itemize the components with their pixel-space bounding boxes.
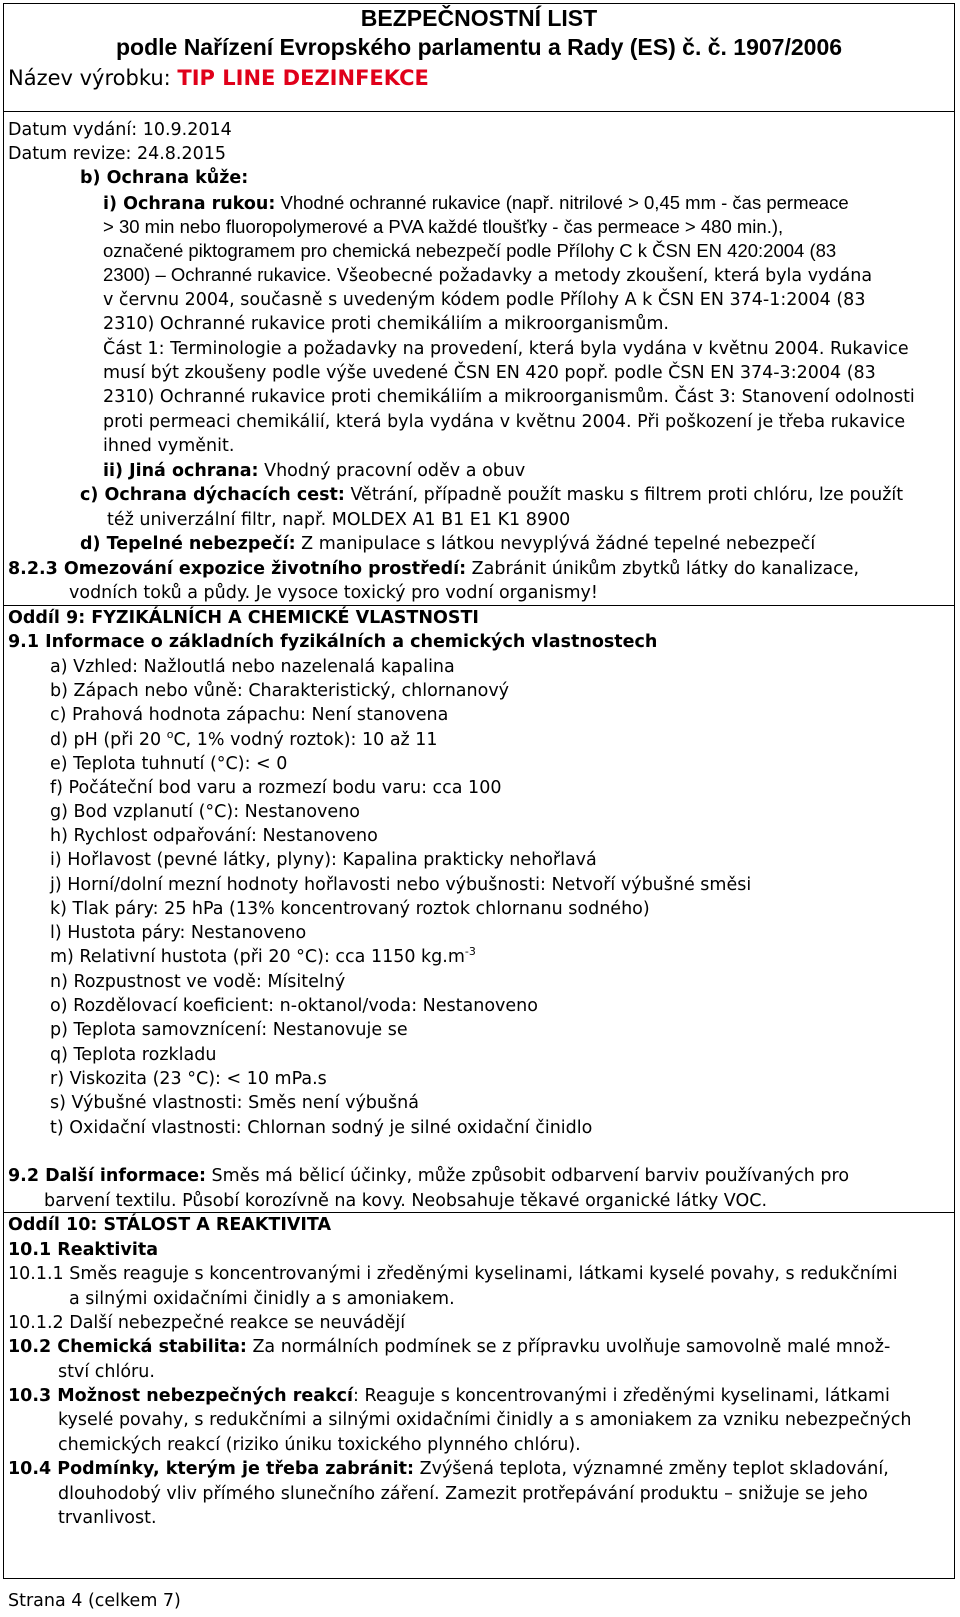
- text-run: C, 1% vodný roztok): 10 až 11: [173, 730, 438, 750]
- property-item: n) Rozpustnost ve vodě: Mísitelný: [50, 972, 346, 992]
- property-item: o) Rozdělovací koeficient: n-oktanol/voda: Nestanoveno: [50, 996, 538, 1016]
- property-item: l) Hustota páry: Nestanoveno: [50, 923, 307, 943]
- text-run: Všeobecné požadavky a metody zkoušení, která byla vydána: [331, 266, 873, 286]
- revision-date: Datum revize: 24.8.2015: [8, 144, 227, 164]
- degree-superscript: o: [166, 728, 174, 741]
- other-information-label: 9.2 Další informace:: [8, 1166, 206, 1186]
- thermal-text: Z manipulace s látkou nevyplývá žádné tepelné nebezpečí: [295, 534, 816, 554]
- other-information-text: Směs má bělicí účinky, může způsobit odbarvení barviv používaných pro: [205, 1166, 850, 1186]
- text-run: m) Relativní hustota (při 20 °C): cca 1150 kg.m: [50, 947, 465, 967]
- text-run: Část 3: Stanovení odolnosti: [669, 387, 915, 407]
- hazardous-reactions: [8, 1384, 890, 1408]
- property-item: i) Hořlavost (pevné látky, plyny): Kapalina prakticky nehořlavá: [50, 850, 597, 870]
- hazardous-reactions-label: 10.3 Možnost nebezpečných reakcí: [8, 1386, 354, 1406]
- hand-protection-line: [103, 337, 909, 361]
- other-protection-text: Vhodný pracovní oděv a obuv: [258, 461, 526, 481]
- chemical-stability-line: ství chlóru.: [58, 1362, 155, 1382]
- property-item: p) Teplota samovznícení: Nestanovuje se: [50, 1020, 408, 1040]
- hazardous-reactions-line: kyselé povahy, s redukčními a silnými oxidačními činidly a s amoniakem za vzniku nebezpečných: [58, 1410, 912, 1430]
- header-separator: [3, 111, 955, 112]
- doc-title: BEZPEČNOSTNÍ LIST: [360, 5, 598, 31]
- issue-date: Datum vydání: 10.9.2014: [8, 120, 232, 140]
- text-run: Část 1: Terminologie a požadavky na provedení, která byla vydána v květnu 2004.: [103, 339, 825, 359]
- chemical-stability: [8, 1335, 890, 1359]
- other-protection-label: ii) Jiná ochrana:: [103, 461, 259, 481]
- hazardous-reactions-line: chemických reakcí (riziko úniku toxického plynného chlóru).: [58, 1435, 581, 1455]
- chemical-stability-text: Za normálních podmínek se z přípravku uvolňuje samovolně malé množ-: [246, 1337, 891, 1357]
- other-information: [8, 1164, 849, 1188]
- env-exposure-text: Zabránit únikům zbytků látky do kanalizace,: [466, 559, 860, 579]
- hand-protection-line: proti permeaci chemikálií, která byla vydána v květnu 2004. Při poškození je třeba rukavice: [103, 412, 906, 432]
- text-run: Rukavice: [824, 339, 909, 359]
- env-exposure-line: vodních toků a půdy. Je vysoce toxický pro vodní organismy!: [69, 583, 598, 603]
- conditions-text: Zvýšená teplota, významné změny teplot skladování,: [414, 1459, 889, 1479]
- property-item: [50, 728, 438, 752]
- reactivity-item: 10.1.1 Směs reaguje s koncentrovanými i zředěnými kyselinami, látkami kyselé povahy, s redukčními: [8, 1264, 898, 1284]
- hand-protection: [103, 191, 849, 216]
- conditions-line: dlouhodobý vliv přímého slunečního záření. Zamezit protřepávání produktu – snižuje se jeho: [58, 1484, 868, 1504]
- skin-protection-title: b) Ochrana kůže:: [80, 168, 249, 188]
- chemical-stability-label: 10.2 Chemická stabilita:: [8, 1337, 247, 1357]
- hazardous-reactions-text: : Reaguje s koncentrovanými i zředěnými kyselinami, látkami: [353, 1386, 890, 1406]
- conditions-line: trvanlivost.: [58, 1508, 157, 1528]
- property-item: h) Rychlost odpařování: Nestanoveno: [50, 826, 378, 846]
- thermal-hazard: [80, 532, 815, 556]
- reactivity-item: 10.1.2 Další nebezpečné reakce se neuvádějí: [8, 1313, 406, 1333]
- other-information-line: barvení textilu. Působí korozívně na kovy. Neobsahuje těkavé organické látky VOC.: [44, 1191, 768, 1211]
- property-item: j) Horní/dolní mezní hodnoty hořlavosti nebo výbušnosti: Netvoří výbušné směsi: [50, 875, 752, 895]
- respiratory-protection: [80, 483, 903, 507]
- section-9-title: Oddíl 9: FYZIKÁLNÍCH A CHEMICKÉ VLASTNOSTI: [8, 608, 479, 628]
- text-run: d) pH (při 20: [50, 730, 167, 750]
- property-item: f) Počáteční bod varu a rozmezí bodu varu: cca 100: [50, 778, 502, 798]
- doc-subtitle: podle Nařízení Evropského parlamentu a Rady (ES) č. č. 1907/2006: [115, 34, 843, 60]
- hand-protection-line: v červnu 2004, současně s uvedeným kódem podle Přílohy A k ČSN EN 374-1:2004 (83: [103, 290, 866, 310]
- env-exposure-label: 8.2.3 Omezování expozice životního prostředí:: [8, 559, 467, 579]
- hand-protection-label: i) Ochrana rukou:: [103, 194, 276, 214]
- hand-protection-line: > 30 min nebo fluoropolymerové a PVA každé tloušťky - čas permeace > 480 min.),: [103, 216, 784, 237]
- hand-protection-line: 2310) Ochranné rukavice proti chemikáliím a mikroorganismům.: [103, 314, 669, 334]
- page-number: Strana 4 (celkem 7): [8, 1591, 181, 1611]
- product-name: TIP LINE DEZINFEKCE: [177, 66, 429, 90]
- respiratory-line: též univerzální filtr, např. MOLDEX A1 B1 E1 K1 8900: [107, 510, 571, 530]
- respiratory-text: Větrání, případně použít masku s filtrem proti chlóru, lze použít: [344, 485, 904, 505]
- conditions-to-avoid: [8, 1457, 889, 1481]
- text-run: 2310) Ochranné rukavice proti chemikáliím a mikroorganismům.: [103, 387, 669, 407]
- exponent-superscript: -3: [464, 945, 476, 958]
- property-item: b) Zápach nebo vůně: Charakteristický, chlornanový: [50, 681, 510, 701]
- hand-protection-line: musí být zkoušeny podle výše uvedené ČSN EN 420 popř. podle ČSN EN 374-3:2004 (83: [103, 363, 876, 383]
- property-item: [50, 945, 476, 969]
- product-label: Název výrobku:: [8, 66, 178, 90]
- property-item: g) Bod vzplanutí (°C): Nestanoveno: [50, 802, 360, 822]
- other-protection: [103, 459, 525, 483]
- hand-protection-text: Vhodné ochranné rukavice (např. nitrilové > 0,45 mm - čas permeace: [275, 192, 849, 213]
- hand-protection-line: [103, 263, 872, 288]
- hand-protection-line: ihned vyměnit.: [103, 436, 235, 456]
- env-exposure: [8, 557, 859, 581]
- respiratory-label: c) Ochrana dýchacích cest:: [80, 485, 345, 505]
- property-item: s) Výbušné vlastnosti: Směs není výbušná: [50, 1093, 419, 1113]
- property-item: e) Teplota tuhnutí (°C): < 0: [50, 754, 288, 774]
- hand-protection-line: označené piktogramem pro chemická nebezpečí podle Přílohy C k ČSN EN 420:2004 (83: [103, 240, 837, 261]
- property-item: t) Oxidační vlastnosti: Chlornan sodný je silné oxidační činidlo: [50, 1118, 593, 1138]
- property-item: q) Teplota rozkladu: [50, 1045, 217, 1065]
- property-item: a) Vzhled: Nažloutlá nebo nazelenalá kapalina: [50, 657, 455, 677]
- product-line: [8, 66, 429, 90]
- section-10-title: Oddíl 10: STÁLOST A REAKTIVITA: [8, 1215, 332, 1235]
- section-9-1-title: 9.1 Informace o základních fyzikálních a chemických vlastnostech: [8, 632, 658, 652]
- text-run: 2300) – Ochranné rukavice.: [103, 264, 332, 285]
- property-item: k) Tlak páry: 25 hPa (13% koncentrovaný roztok chlornanu sodného): [50, 899, 650, 919]
- property-item: c) Prahová hodnota zápachu: Není stanovena: [50, 705, 449, 725]
- hand-protection-line: [103, 385, 915, 409]
- property-item: r) Viskozita (23 °C): < 10 mPa.s: [50, 1069, 327, 1089]
- thermal-label: d) Tepelné nebezpečí:: [80, 534, 296, 554]
- conditions-label: 10.4 Podmínky, kterým je třeba zabránit:: [8, 1459, 415, 1479]
- reactivity-title: 10.1 Reaktivita: [8, 1240, 159, 1260]
- reactivity-line: a silnými oxidačními činidly a s amoniakem.: [69, 1289, 455, 1309]
